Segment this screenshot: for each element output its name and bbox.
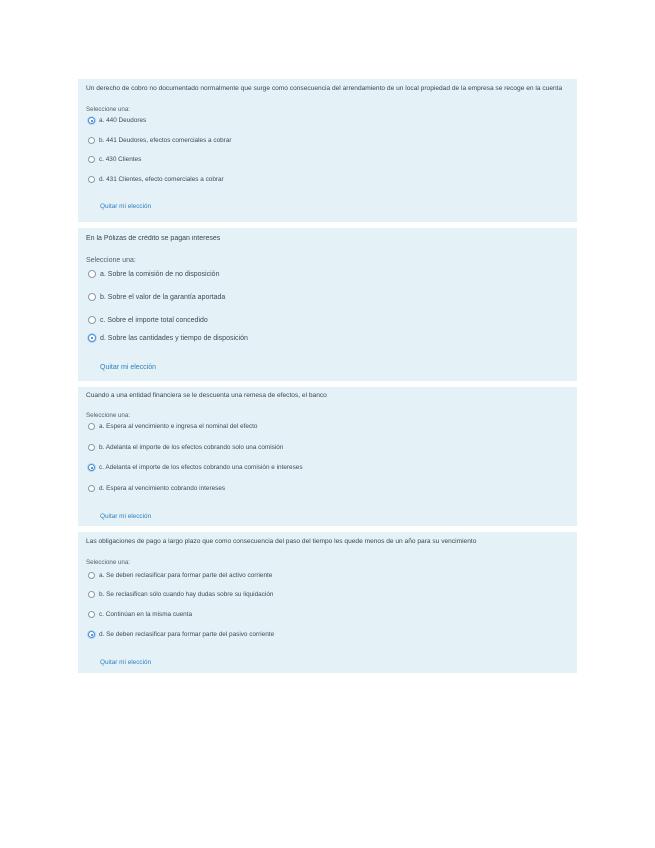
option-a[interactable] [88, 423, 257, 430]
radio-icon[interactable] [88, 316, 96, 324]
option-a[interactable] [88, 572, 272, 579]
option-d[interactable] [88, 334, 248, 342]
question-card-1 [78, 79, 577, 222]
option-label: b. 441 Deudores, efectos comerciales a cobrar [99, 137, 232, 144]
question-text: En la Pólizas de crédito se pagan intereses [86, 235, 221, 242]
option-label: b. Sobre el valor de la garantía aportada [100, 293, 226, 301]
option-label: c. Continúan en la misma cuenta [99, 611, 193, 618]
select-prompt: Seleccione una: [86, 106, 131, 113]
option-b[interactable] [88, 137, 232, 144]
option-label: d. Se deben reclasificar para formar parte del pasivo corriente [99, 631, 275, 638]
option-c[interactable] [88, 316, 208, 324]
option-label: a. 440 Deudores [99, 117, 147, 124]
radio-icon[interactable] [88, 156, 95, 163]
option-b[interactable] [88, 591, 273, 598]
radio-icon[interactable] [88, 611, 95, 618]
radio-icon[interactable] [88, 176, 95, 183]
radio-icon[interactable] [88, 270, 96, 278]
option-c[interactable] [88, 611, 192, 618]
option-label: d. Sobre las cantidades y tiempo de disposición [100, 334, 248, 342]
option-b[interactable] [88, 444, 283, 451]
radio-icon[interactable] [88, 572, 95, 579]
radio-icon[interactable] [88, 485, 95, 492]
option-label: d. 431 Clientes, efecto comerciales a cobrar [99, 176, 224, 183]
option-label: a. Sobre la comisión de no disposición [100, 270, 220, 278]
radio-icon[interactable] [88, 423, 95, 430]
select-prompt: Seleccione una: [86, 559, 131, 566]
question-text: Un derecho de cobro no documentado normalmente que surge como consecuencia del arrendamiento de un local propiedad de la empresa se recoge en la cuenta [86, 85, 563, 92]
option-label: c. 430 Clientes [99, 156, 142, 163]
option-label: b. Adelanta el importe de los efectos cobrando solo una comisión [99, 444, 284, 451]
radio-icon[interactable] [88, 591, 95, 598]
option-label: a. Espera al vencimiento e ingresa el nominal del efecto [99, 423, 258, 430]
question-text: Las obligaciones de pago a largo plazo que como consecuencia del paso del tiempo les quede menos de un año para su vencimiento [86, 538, 477, 545]
radio-checked-icon[interactable] [88, 631, 95, 638]
question-card-4 [78, 532, 577, 673]
clear-choice-link[interactable]: Quitar mi elección [100, 364, 157, 371]
clear-choice-link[interactable]: Quitar mi elección [100, 203, 152, 210]
option-label: c. Adelanta el importe de los efectos cobrando una comisión e intereses [99, 464, 303, 471]
option-d[interactable] [88, 176, 224, 183]
option-d[interactable] [88, 631, 274, 638]
radio-checked-icon[interactable] [88, 334, 96, 342]
radio-icon[interactable] [88, 137, 95, 144]
option-a[interactable] [88, 270, 219, 278]
radio-checked-icon[interactable] [88, 464, 95, 471]
option-label: b. Se reclasifican sólo cuando hay dudas sobre su liquidación [99, 591, 274, 598]
option-a[interactable] [88, 117, 146, 124]
option-b[interactable] [88, 293, 225, 301]
radio-icon[interactable] [88, 293, 96, 301]
question-text: Cuando a una entidad financiera se le descuenta una remesa de efectos, el banco [86, 392, 327, 399]
option-c[interactable] [88, 156, 141, 163]
clear-choice-link[interactable]: Quitar mi elección [100, 659, 152, 666]
select-prompt: Seleccione una: [86, 257, 136, 264]
option-c[interactable] [88, 464, 303, 471]
option-label: c. Sobre el importe total concedido [100, 316, 208, 324]
question-card-2 [78, 228, 577, 381]
option-label: d. Espera al vencimiento cobrando intereses [99, 485, 226, 492]
question-card-3 [78, 387, 577, 526]
radio-checked-icon[interactable] [88, 117, 95, 124]
select-prompt: Seleccione una: [86, 412, 131, 419]
radio-icon[interactable] [88, 444, 95, 451]
option-d[interactable] [88, 485, 225, 492]
option-label: a. Se deben reclasificar para formar parte del activo corriente [99, 572, 273, 579]
clear-choice-link[interactable]: Quitar mi elección [100, 513, 152, 520]
